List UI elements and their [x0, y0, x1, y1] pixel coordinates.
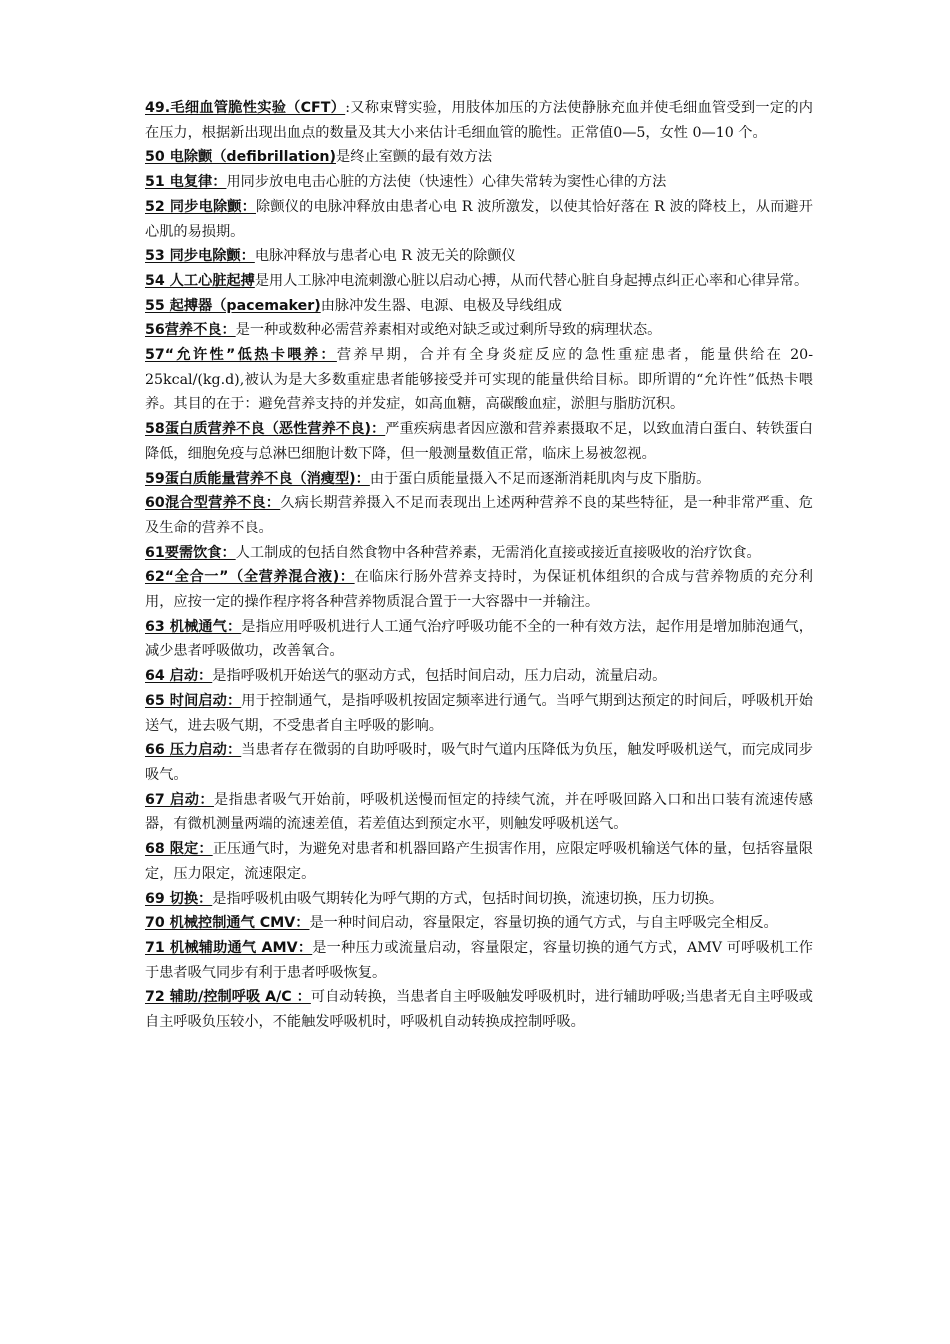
glossary-entry-60: [145, 491, 813, 540]
glossary-entry-51: [145, 170, 813, 195]
glossary-entry-52: [145, 195, 813, 244]
entry-term: 62“全合一”（全营养混合液)：: [145, 569, 355, 586]
entry-text: 由脉冲发生器、电源、电极及导线组成: [320, 297, 562, 314]
glossary-entry-62: [145, 565, 813, 614]
glossary-entry-70: [145, 911, 813, 936]
entry-term: 57“允许性”低热卡喂养：: [145, 347, 337, 364]
entry-text: 是用人工脉冲电流刺激心脏以启动心搏，从而代替心脏自身起搏点纠正心率和心律异常。: [254, 272, 809, 289]
entry-term: 55 起搏器（pacemaker): [145, 297, 321, 314]
glossary-entry-50: [145, 145, 813, 170]
glossary-entry-49: [145, 96, 813, 145]
entry-term: 69 切换：: [145, 890, 213, 907]
entry-term: 50 电除颤（defibrillation): [145, 149, 337, 166]
entry-term: 68 限定：: [145, 841, 213, 858]
entry-text: 是一种压力或流量启动，容量限定，容量切换的通气方式，AMV 可呼吸机工作于患者吸气同步有利于患者呼吸恢复。: [145, 939, 813, 981]
glossary-entry-65: [145, 689, 813, 738]
glossary-entry-71: [145, 936, 813, 985]
entry-text: 久病长期营养摄入不足而表现出上述两种营养不良的某些特征，是一种非常严重、危及生命的营养不良。: [145, 495, 813, 536]
entry-term: 70 机械控制通气 CMV：: [145, 915, 310, 932]
entry-term: 61要需饮食：: [145, 544, 236, 561]
entry-term: 65 时间启动：: [145, 692, 242, 709]
entry-term: 60混合型营养不良：: [145, 495, 281, 512]
glossary-entry-67: [145, 788, 813, 837]
entry-text: 电脉冲释放与患者心电 R 波无关的除颤仪: [254, 248, 516, 265]
entry-text: 是一种或数种必需营养素相对或绝对缺乏或过剩所导致的病理状态。: [235, 322, 662, 339]
glossary-entry-55: [145, 294, 813, 319]
entry-text: 是终止室颤的最有效方法: [336, 149, 493, 166]
entry-text: 人工制成的包括自然食物中各种营养素，无需消化直接或接近直接吸收的治疗饮食。: [235, 544, 761, 561]
glossary-entry-57: [145, 343, 813, 417]
entry-text: 是指应用呼吸机进行人工通气治疗呼吸功能不全的一种有效方法，起作用是增加肺泡通气，减少患者呼吸做功，改善氧合。: [145, 618, 813, 660]
glossary-entry-66: [145, 738, 813, 787]
entry-term: 67 启动：: [145, 791, 214, 808]
entry-text: 当患者存在微弱的自助呼吸时，吸气时气道内压降低为负压，触发呼吸机送气，而完成同步吸气。: [145, 742, 813, 783]
entry-term: 51 电复律：: [145, 174, 227, 191]
entry-text: 在临床行肠外营养支持时，为保证机体组织的合成与营养物质的充分利用，应按一定的操作程序将各种营养物质混合置于一大容器中一并输注。: [145, 569, 813, 611]
entry-text: 用同步放电电击心脏的方法使（快速性）心律失常转为窦性心律的方法: [226, 174, 667, 191]
entry-term: 59蛋白质能量营养不良（消瘦型)：: [145, 470, 370, 487]
entry-term: 58蛋白质营养不良（恶性营养不良)：: [145, 421, 386, 438]
glossary-entry-53: [145, 244, 813, 269]
glossary-entry-69: [145, 887, 813, 912]
glossary-entry-63: [145, 615, 813, 664]
entry-term: 66 压力启动：: [145, 742, 242, 759]
entry-text: 营养早期，合并有全身炎症反应的急性重症患者，能量供给在 20-25kcal/(kg.d),被认为是大多数重症患者能够接受并可实现的能量供给目标。即所谓的“允许性”低热卡喂养。其目的在于：避免营养支持的并发症，如高血糖，高碳酸血症，淤胆与脂肪沉积。: [145, 347, 813, 413]
entry-term: 53 同步电除颤：: [145, 248, 255, 265]
glossary-entry-64: [145, 664, 813, 689]
entry-text: 正压通气时，为避免对患者和机器回路产生损害作用，应限定呼吸机输送气体的量，包括容量限定，压力限定，流速限定。: [145, 841, 813, 882]
entry-text: :又称束臂实验，用肢体加压的方法使静脉充血并使毛细血管受到一定的内在压力，根据新出现出血点的数量及其大小来估计毛细血管的脆性。正常值0—5，女性 0—10 个。: [145, 100, 813, 141]
entry-term: 63 机械通气：: [145, 618, 242, 635]
entry-text: 是指患者吸气开始前，呼吸机送慢而恒定的持续气流，并在呼吸回路入口和出口装有流速传感器，有微机测量两端的流速差值，若差值达到预定水平，则触发呼吸机送气。: [145, 791, 813, 833]
entry-text: 是指呼吸机开始送气的驱动方式，包括时间启动，压力启动，流量启动。: [212, 668, 667, 685]
document-page: [145, 96, 813, 1035]
glossary-entry-58: [145, 417, 813, 466]
entry-text: 用于控制通气，是指呼吸机按固定频率进行通气。当呼气期到达预定的时间后，呼吸机开始送气，进去吸气期，不受患者自主呼吸的影响。: [145, 692, 813, 734]
entry-text: 除颤仪的电脉冲释放由患者心电 R 波所激发，以使其恰好落在 R 波的降枝上，从而避开心肌的易损期。: [145, 198, 813, 240]
entry-term: 64 启动：: [145, 668, 213, 685]
glossary-entry-54: [145, 269, 813, 294]
glossary-entry-72: [145, 985, 813, 1034]
entry-text: 可自动转换，当患者自主呼吸触发呼吸机时，进行辅助呼吸;当患者无自主呼吸或自主呼吸负压较小，不能触发呼吸机时，呼吸机自动转换成控制呼吸。: [145, 989, 813, 1031]
entry-term: 56营养不良：: [145, 322, 236, 339]
entry-text: 由于蛋白质能量摄入不足而逐渐消耗肌肉与皮下脂肪。: [369, 470, 711, 487]
entry-term: 52 同步电除颤：: [145, 198, 257, 215]
entry-text: 严重疾病患者因应激和营养素摄取不足，以致血清白蛋白、转铁蛋白降低，细胞免疫与总淋巴细胞计数下降，但一般测量数值正常，临床上易被忽视。: [145, 421, 813, 462]
entry-term: 54 人工心脏起搏: [145, 272, 255, 289]
glossary-entry-61: [145, 541, 813, 566]
glossary-entry-56: [145, 318, 813, 343]
entry-term: 49.毛细血管脆性实验（CFT）: [145, 100, 346, 116]
entry-text: 是指呼吸机由吸气期转化为呼气期的方式，包括时间切换，流速切换，压力切换。: [212, 890, 724, 907]
entry-term: 72 辅助/控制呼吸 A/C ：: [145, 989, 311, 1006]
entry-term: 71 机械辅助通气 AMV：: [145, 939, 313, 956]
glossary-entry-59: [145, 467, 813, 492]
glossary-entry-68: [145, 837, 813, 886]
entry-text: 是一种时间启动，容量限定，容量切换的通气方式，与自主呼吸完全相反。: [309, 915, 778, 932]
